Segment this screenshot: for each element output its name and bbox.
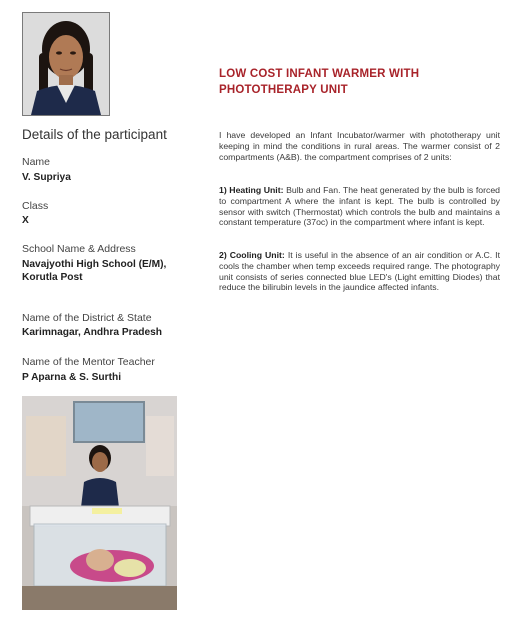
school-name-value: Navajyothi High School (E/M), (22, 259, 167, 270)
cooling-unit-paragraph (219, 250, 500, 293)
class-label: Class (22, 200, 49, 212)
district-value: Karimnagar, Andhra Pradesh (22, 327, 163, 338)
school-label: School Name & Address (22, 243, 136, 255)
project-demo-photo (22, 396, 177, 610)
name-value: V. Supriya (22, 172, 71, 183)
district-label: Name of the District & State (22, 312, 152, 324)
heating-unit-text: Bulb and Fan. The heat generated by the bulb is forced to compartment A where the infant is kept. The bulb is controlled by sensor with switch (Thermostat) which controls the bulb and maintains a constant temperature (37oc) in the compartment where infant is kept. (219, 185, 500, 228)
cooling-unit-heading: 2) Cooling Unit: (219, 250, 285, 260)
project-intro-paragraph: I have developed an Infant Incubator/warmer with phototherapy unit keeping in mind the conditions in rural areas. The warmer consist of 2 compartments (A&B). the compartment comprises of 2 units: (219, 130, 500, 162)
mentor-value: P Aparna & S. Surthi (22, 372, 122, 383)
project-title (219, 66, 479, 98)
name-label: Name (22, 156, 51, 168)
participant-portrait-photo (22, 12, 110, 116)
portrait-illustration (23, 13, 109, 115)
school-address-value: Korutla Post (22, 272, 83, 283)
project-title-line-1: LOW COST INFANT WARMER WITH (219, 68, 420, 80)
heating-unit-paragraph (219, 185, 500, 228)
heating-unit-heading: 1) Heating Unit: (219, 185, 284, 195)
class-value: X (22, 215, 29, 226)
demo-photo-illustration (22, 396, 177, 610)
mentor-label: Name of the Mentor Teacher (22, 356, 155, 368)
participant-section-heading: Details of the participant (22, 127, 167, 142)
project-title-line-2: PHOTOTHERAPY UNIT (219, 84, 348, 96)
cooling-unit-text: It is useful in the absence of an air condition or A.C. It cools the chamber when temp exceeds required range. The photography unit consists of series connected blue LED's (Light emitting Diodes) that reduce the bilirubin levels in the jaundice affected infants. (219, 250, 500, 293)
